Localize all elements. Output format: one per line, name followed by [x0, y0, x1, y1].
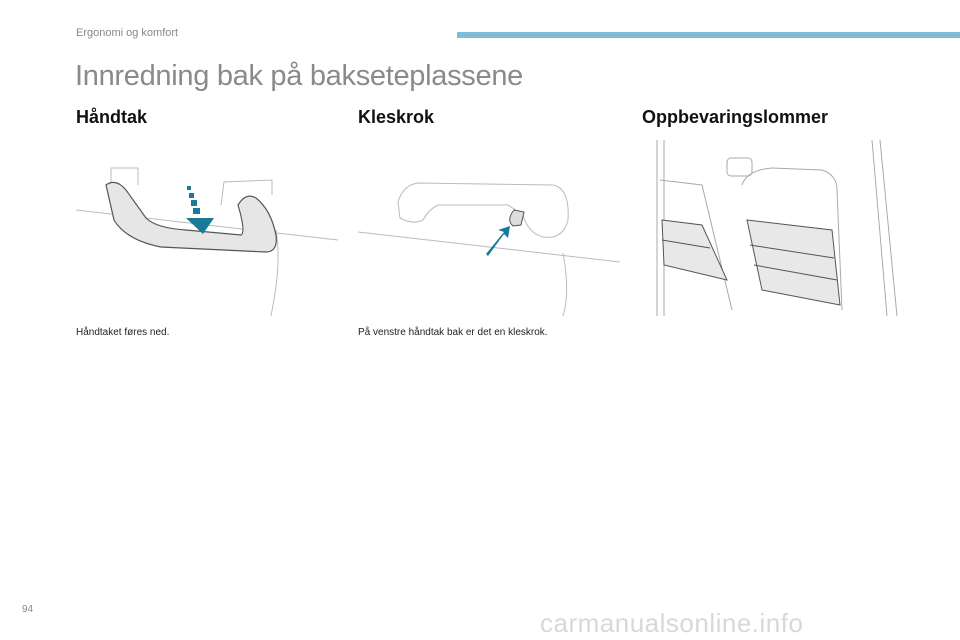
heading-kleskrok: Kleskrok: [358, 107, 435, 127]
heading-oppbevaringslommer: Oppbevaringslommer: [642, 107, 829, 127]
coat-hook-illustration: [358, 140, 620, 316]
seatback-pockets-illustration: [642, 140, 904, 316]
heading-handtak: Håndtak: [76, 107, 148, 127]
grab-handle-illustration: [76, 140, 338, 316]
section-label: Ergonomi og komfort: [76, 27, 179, 39]
page-number: 94: [22, 604, 34, 615]
section-accent-bar: [457, 32, 960, 38]
caption-handtak: Håndtaket føres ned.: [76, 327, 170, 338]
watermark: carmanualsonline.info: [540, 608, 804, 638]
caption-kleskrok: På venstre håndtak bak er det en kleskrok.: [358, 327, 548, 338]
page-title: Innredning bak på bakseteplassene: [75, 60, 523, 92]
